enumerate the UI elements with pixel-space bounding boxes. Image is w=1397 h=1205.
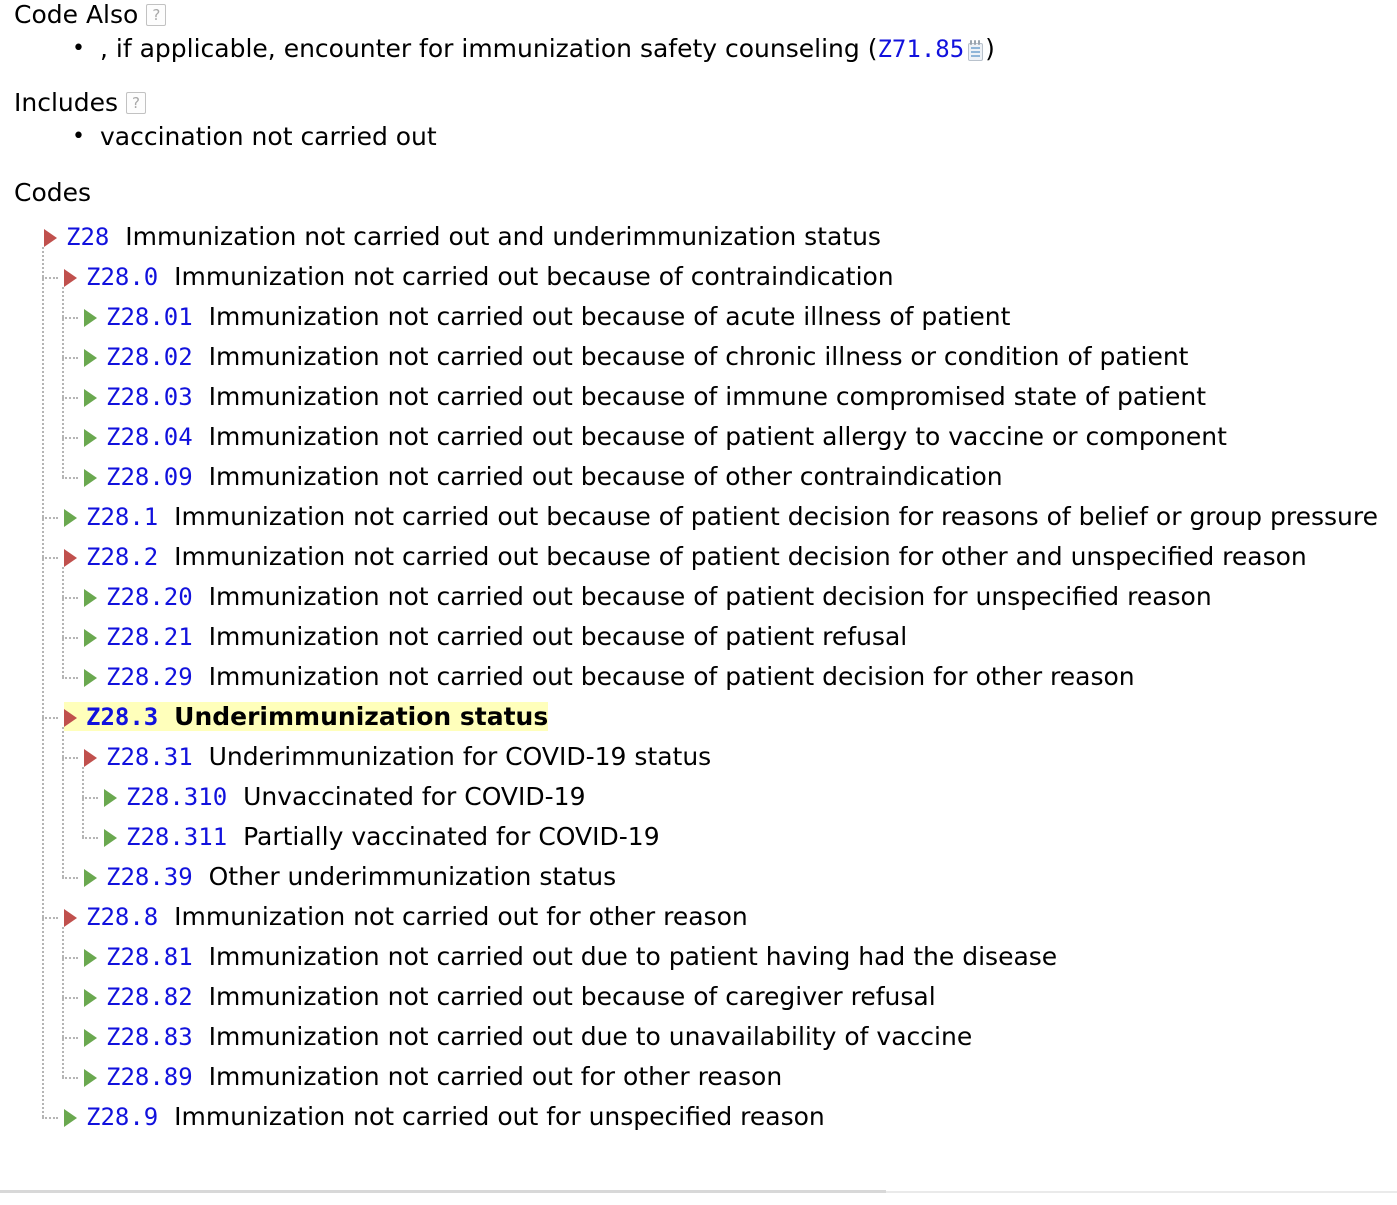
code-description: Other underimmunization status	[208, 862, 617, 891]
code-also-title: Code Also	[14, 0, 139, 29]
code-description: Immunization not carried out because of patient decision for reasons of belief or group pressure	[174, 502, 1378, 531]
includes-item-text: vaccination not carried out	[100, 122, 437, 151]
tree-node-content	[64, 1102, 825, 1131]
tree-node-row	[84, 977, 1397, 1017]
tree-connector	[62, 757, 78, 759]
tree-node[interactable]	[0, 257, 1397, 297]
tree-guide-line	[62, 287, 64, 477]
tree-node-row	[104, 817, 1397, 857]
includes-heading	[0, 88, 1397, 118]
expand-triangle-icon[interactable]	[84, 749, 97, 767]
code-description: Immunization not carried out because of patient allergy to vaccine or component	[208, 422, 1227, 451]
tree-node-row	[64, 897, 1397, 937]
code-link-Z289[interactable]: Z28.9	[86, 1103, 159, 1131]
code-link-Z2809[interactable]: Z28.09	[106, 463, 193, 491]
tree-guide-line	[62, 567, 64, 677]
leaf-triangle-icon[interactable]	[104, 789, 117, 807]
leaf-triangle-icon[interactable]	[84, 1029, 97, 1047]
expand-triangle-icon[interactable]	[64, 269, 77, 287]
code-link-Z2804[interactable]: Z28.04	[106, 423, 193, 451]
tree-connector	[62, 637, 78, 639]
tree-connector	[62, 997, 78, 999]
tree-node-content	[84, 982, 936, 1011]
tree-connector	[42, 517, 58, 519]
tree-node-content	[84, 622, 907, 651]
expand-triangle-icon[interactable]	[44, 229, 57, 247]
code-link-Z2881[interactable]: Z28.81	[106, 943, 193, 971]
tree-node[interactable]	[0, 817, 1397, 857]
leaf-triangle-icon[interactable]	[84, 989, 97, 1007]
tree-node[interactable]	[0, 617, 1397, 657]
tree-node-content	[104, 782, 586, 811]
tree-node[interactable]	[0, 697, 1397, 737]
notepad-icon[interactable]	[968, 40, 983, 61]
code-link-Z28310[interactable]: Z28.310	[126, 783, 228, 811]
tree-node-row	[104, 777, 1397, 817]
tree-node[interactable]	[0, 297, 1397, 337]
code-description: Immunization not carried out because of patient decision for other reason	[208, 662, 1135, 691]
code-link-Z2889[interactable]: Z28.89	[106, 1063, 193, 1091]
tree-guide-line	[62, 727, 64, 877]
code-description: Immunization not carried out because of caregiver refusal	[208, 982, 936, 1011]
tree-connector	[62, 597, 78, 599]
tree-connector	[62, 677, 78, 679]
tree-node-content	[84, 302, 1010, 331]
tree-connector	[42, 1117, 58, 1119]
tree-node-row	[84, 857, 1397, 897]
tree-node-content	[84, 342, 1188, 371]
tree-node[interactable]	[0, 1097, 1397, 1137]
help-question-icon[interactable]: ?	[126, 92, 146, 114]
tree-node-content	[84, 742, 711, 771]
help-question-icon[interactable]: ?	[146, 4, 166, 26]
code-tree	[0, 217, 1397, 1137]
tree-node-row	[84, 657, 1397, 697]
tree-connector	[62, 477, 78, 479]
tree-node[interactable]	[0, 1057, 1397, 1097]
code-link-Z2883[interactable]: Z28.83	[106, 1023, 193, 1051]
code-link-z7185[interactable]: Z71.85	[877, 35, 965, 63]
includes-list	[0, 118, 1397, 156]
code-link-Z2882[interactable]: Z28.82	[106, 983, 193, 1011]
tree-node-row	[84, 417, 1397, 457]
tree-node[interactable]	[0, 777, 1397, 817]
tree-node-row	[84, 1057, 1397, 1097]
tree-connector	[62, 397, 78, 399]
code-description: Unvaccinated for COVID-19	[243, 782, 586, 811]
tree-connector	[62, 1037, 78, 1039]
leaf-triangle-icon[interactable]	[84, 389, 97, 407]
tree-node[interactable]	[0, 217, 1397, 257]
tree-node-content	[64, 502, 1378, 531]
code-also-heading	[0, 0, 1397, 30]
tree-node-content	[84, 942, 1057, 971]
tree-guide-line	[42, 247, 44, 1117]
code-link-Z2801[interactable]: Z28.01	[106, 303, 193, 331]
tree-node-row	[84, 337, 1397, 377]
code-link-Z28311[interactable]: Z28.311	[126, 823, 228, 851]
tree-connector	[42, 917, 58, 919]
tree-node-row	[84, 377, 1397, 417]
tree-node[interactable]	[0, 537, 1397, 577]
leaf-triangle-icon[interactable]	[84, 629, 97, 647]
code-link-Z288[interactable]: Z28.8	[86, 903, 159, 931]
list-item	[0, 30, 1397, 68]
code-description: Immunization not carried out because of contraindication	[174, 262, 894, 291]
code-link-Z28[interactable]: Z28	[66, 223, 110, 251]
code-description: Immunization not carried out because of patient decision for unspecified reason	[208, 582, 1212, 611]
tree-node-content	[84, 1022, 972, 1051]
leaf-triangle-icon[interactable]	[84, 429, 97, 447]
tree-node-row	[44, 217, 1397, 257]
code-link-Z282[interactable]: Z28.2	[86, 543, 159, 571]
code-also-list	[0, 30, 1397, 68]
leaf-triangle-icon[interactable]	[84, 669, 97, 687]
code-description: Immunization not carried out because of other contraindication	[208, 462, 1003, 491]
tree-connector	[62, 957, 78, 959]
tree-guide-line	[62, 927, 64, 1077]
leaf-triangle-icon[interactable]	[64, 509, 77, 527]
expand-triangle-icon[interactable]	[64, 909, 77, 927]
leaf-triangle-icon[interactable]	[84, 949, 97, 967]
tree-node-content	[84, 1062, 782, 1091]
code-description: Immunization not carried out because of acute illness of patient	[208, 302, 1011, 331]
leaf-triangle-icon[interactable]	[84, 309, 97, 327]
tree-node-row	[64, 257, 1397, 297]
codes-heading: Codes	[14, 178, 92, 207]
tree-node[interactable]	[0, 897, 1397, 937]
tree-node-row	[84, 617, 1397, 657]
tree-node-row	[64, 497, 1397, 537]
tree-node-content	[84, 582, 1212, 611]
tree-connector	[42, 717, 58, 719]
code-link-Z2831[interactable]: Z28.31	[106, 743, 193, 771]
leaf-triangle-icon[interactable]	[84, 349, 97, 367]
code-link-Z283[interactable]: Z28.3	[86, 703, 159, 731]
tree-connector	[82, 797, 98, 799]
tree-node[interactable]	[0, 577, 1397, 617]
code-link-Z2829[interactable]: Z28.29	[106, 663, 193, 691]
tree-node[interactable]	[0, 337, 1397, 377]
code-description: Immunization not carried out because of immune compromised state of patient	[208, 382, 1207, 411]
tree-connector	[62, 1077, 78, 1079]
leaf-triangle-icon[interactable]	[64, 1109, 77, 1127]
tree-node-row	[64, 697, 1397, 737]
tree-connector	[82, 837, 98, 839]
code-link-Z280[interactable]: Z28.0	[86, 263, 159, 291]
tree-node-content	[84, 862, 616, 891]
tree-node-row	[84, 1017, 1397, 1057]
tree-node[interactable]	[0, 497, 1397, 537]
code-description: Immunization not carried out because of patient decision for other and unspecified reason	[174, 542, 1307, 571]
code-link-Z2821[interactable]: Z28.21	[106, 623, 193, 651]
tree-connector	[62, 317, 78, 319]
tree-connector	[42, 557, 58, 559]
tree-node[interactable]	[0, 857, 1397, 897]
code-description: Partially vaccinated for COVID-19	[243, 822, 660, 851]
code-description: Immunization not carried out and underimmunization status	[125, 222, 881, 251]
code-description: Immunization not carried out because of patient refusal	[208, 622, 908, 651]
tree-connector	[42, 277, 58, 279]
tree-node-content	[64, 702, 548, 731]
leaf-triangle-icon[interactable]	[84, 589, 97, 607]
tree-node[interactable]	[0, 417, 1397, 457]
leaf-triangle-icon[interactable]	[104, 829, 117, 847]
expand-triangle-icon[interactable]	[64, 549, 77, 567]
code-description: Immunization not carried out for other reason	[208, 1062, 783, 1091]
code-also-prefix: , if applicable, encounter for immunization safety counseling (	[100, 34, 878, 63]
tree-connector	[62, 437, 78, 439]
tree-node-row	[84, 737, 1397, 777]
code-link-Z2820[interactable]: Z28.20	[106, 583, 193, 611]
code-also-suffix: )	[985, 34, 995, 63]
includes-title: Includes	[14, 88, 119, 117]
code-description: Immunization not carried out due to patient having had the disease	[208, 942, 1058, 971]
tree-node-row	[64, 1097, 1397, 1137]
tree-node[interactable]	[0, 1017, 1397, 1057]
tree-node-content	[84, 662, 1135, 691]
tree-node[interactable]	[0, 657, 1397, 697]
horizontal-scrollbar-thumb[interactable]	[0, 1190, 886, 1193]
code-description: Underimmunization for COVID-19 status	[208, 742, 712, 771]
tree-node-content	[84, 422, 1227, 451]
tree-guide-line	[82, 767, 84, 837]
leaf-triangle-icon[interactable]	[84, 469, 97, 487]
tree-node-content	[44, 222, 881, 251]
tree-node-row	[84, 457, 1397, 497]
tree-connector	[62, 877, 78, 879]
code-description: Immunization not carried out for other reason	[174, 902, 748, 931]
tree-node-row	[64, 537, 1397, 577]
tree-node[interactable]	[0, 457, 1397, 497]
code-description: Immunization not carried out because of chronic illness or condition of patient	[208, 342, 1189, 371]
tree-node-row	[84, 577, 1397, 617]
tree-node-content	[104, 822, 660, 851]
code-description: Immunization not carried out for unspecified reason	[174, 1102, 825, 1131]
code-link-Z2839[interactable]: Z28.39	[106, 863, 193, 891]
tree-node-content	[64, 902, 748, 931]
tree-node[interactable]	[0, 937, 1397, 977]
tree-node-content	[84, 382, 1206, 411]
tree-node-content	[64, 262, 894, 291]
tree-node-row	[84, 297, 1397, 337]
tree-connector	[62, 357, 78, 359]
list-item	[0, 118, 1397, 156]
tree-node[interactable]	[0, 377, 1397, 417]
code-link-Z2803[interactable]: Z28.03	[106, 383, 193, 411]
tree-node[interactable]	[0, 737, 1397, 777]
leaf-triangle-icon[interactable]	[84, 869, 97, 887]
tree-node-row	[84, 937, 1397, 977]
expand-triangle-icon[interactable]	[64, 709, 77, 727]
leaf-triangle-icon[interactable]	[84, 1069, 97, 1087]
tree-node[interactable]	[0, 977, 1397, 1017]
tree-node-content	[64, 542, 1307, 571]
tree-node-content	[84, 462, 1003, 491]
code-link-Z2802[interactable]: Z28.02	[106, 343, 193, 371]
code-link-Z281[interactable]: Z28.1	[86, 503, 159, 531]
code-description: Underimmunization status	[174, 702, 549, 731]
code-description: Immunization not carried out due to unavailability of vaccine	[208, 1022, 973, 1051]
